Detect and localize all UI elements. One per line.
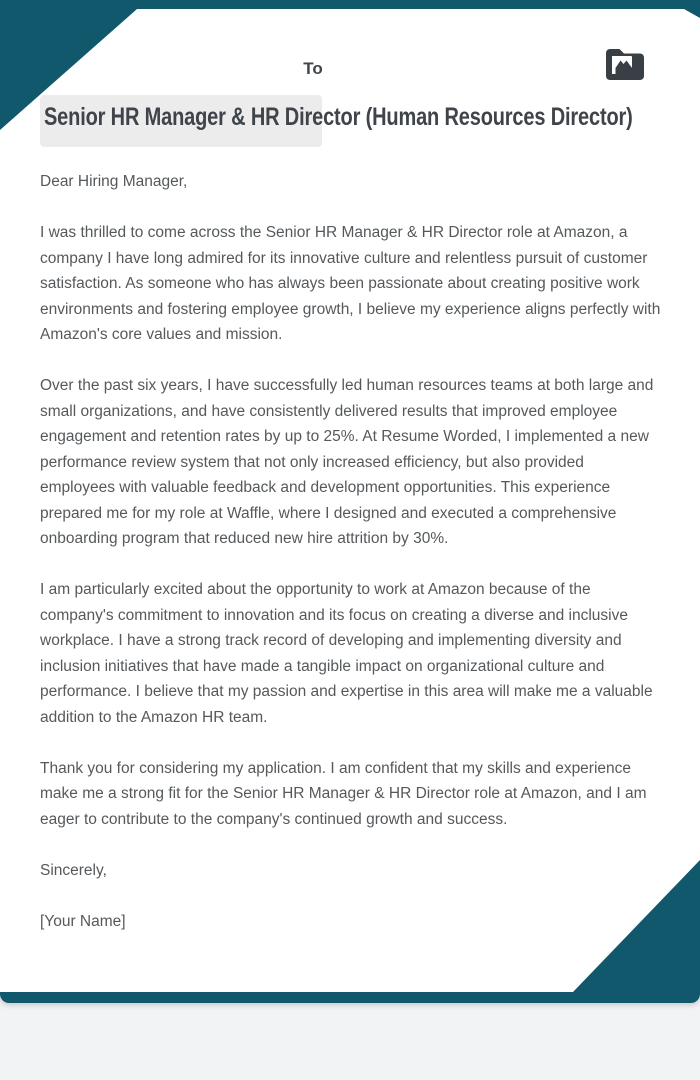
top-right-corner-decoration [684, 9, 700, 18]
signature-line: [Your Name] [40, 912, 126, 930]
paragraph: Over the past six years, I have successfully led human resources teams at both large and small organizations, and have consistently delivered results that improved employee engagement and retention rates by up to 25%. At Resume Worded, I implemented a new performance review system that not only increased efficiency, but also provided employees with valuable feedback and development opportunities. This experience prepared me for my role at Waffle, where I designed and executed a comprehensive onboarding program that reduced new hire attrition by 30%. [40, 377, 654, 547]
paragraph: Thank you for considering my application. I am confident that my skills and experience make me a strong fit for the Senior HR Manager & HR Director role at Amazon, and I am eager to contribute to the company's continued growth and success. [40, 759, 647, 828]
to-label: To [303, 59, 323, 78]
letter-body[interactable] [40, 169, 662, 934]
job-title-heading[interactable]: Senior HR Manager & HR Director (Human Resources Director) [44, 103, 633, 131]
greeting-line: Dear Hiring Manager, [40, 173, 188, 190]
folder-media-icon [604, 47, 646, 82]
media-folder-button[interactable] [604, 47, 646, 82]
paragraph: I was thrilled to come across the Senior HR Manager & HR Director role at Amazon, a company I have long admired for its innovative culture and relentless pursuit of customer satisfaction. As someone who has always been passionate about creating positive work environments and fostering employee growth, I believe my experience aligns perfectly with Amazon's core values and mission. [40, 224, 661, 343]
bottom-accent-bar [0, 992, 700, 1003]
top-accent-bar [0, 0, 700, 9]
closing-line: Sincerely, [40, 861, 107, 879]
paragraph: I am particularly excited about the opportunity to work at Amazon because of the company's commitment to innovation and its focus on creating a diverse and inclusive workplace. I have a strong track record of developing and implementing diversity and inclusion initiatives that have made a tangible impact on organizational culture and performance. I believe that my passion and expertise in this area will make me a valuable addition to the Amazon HR team. [40, 581, 653, 726]
